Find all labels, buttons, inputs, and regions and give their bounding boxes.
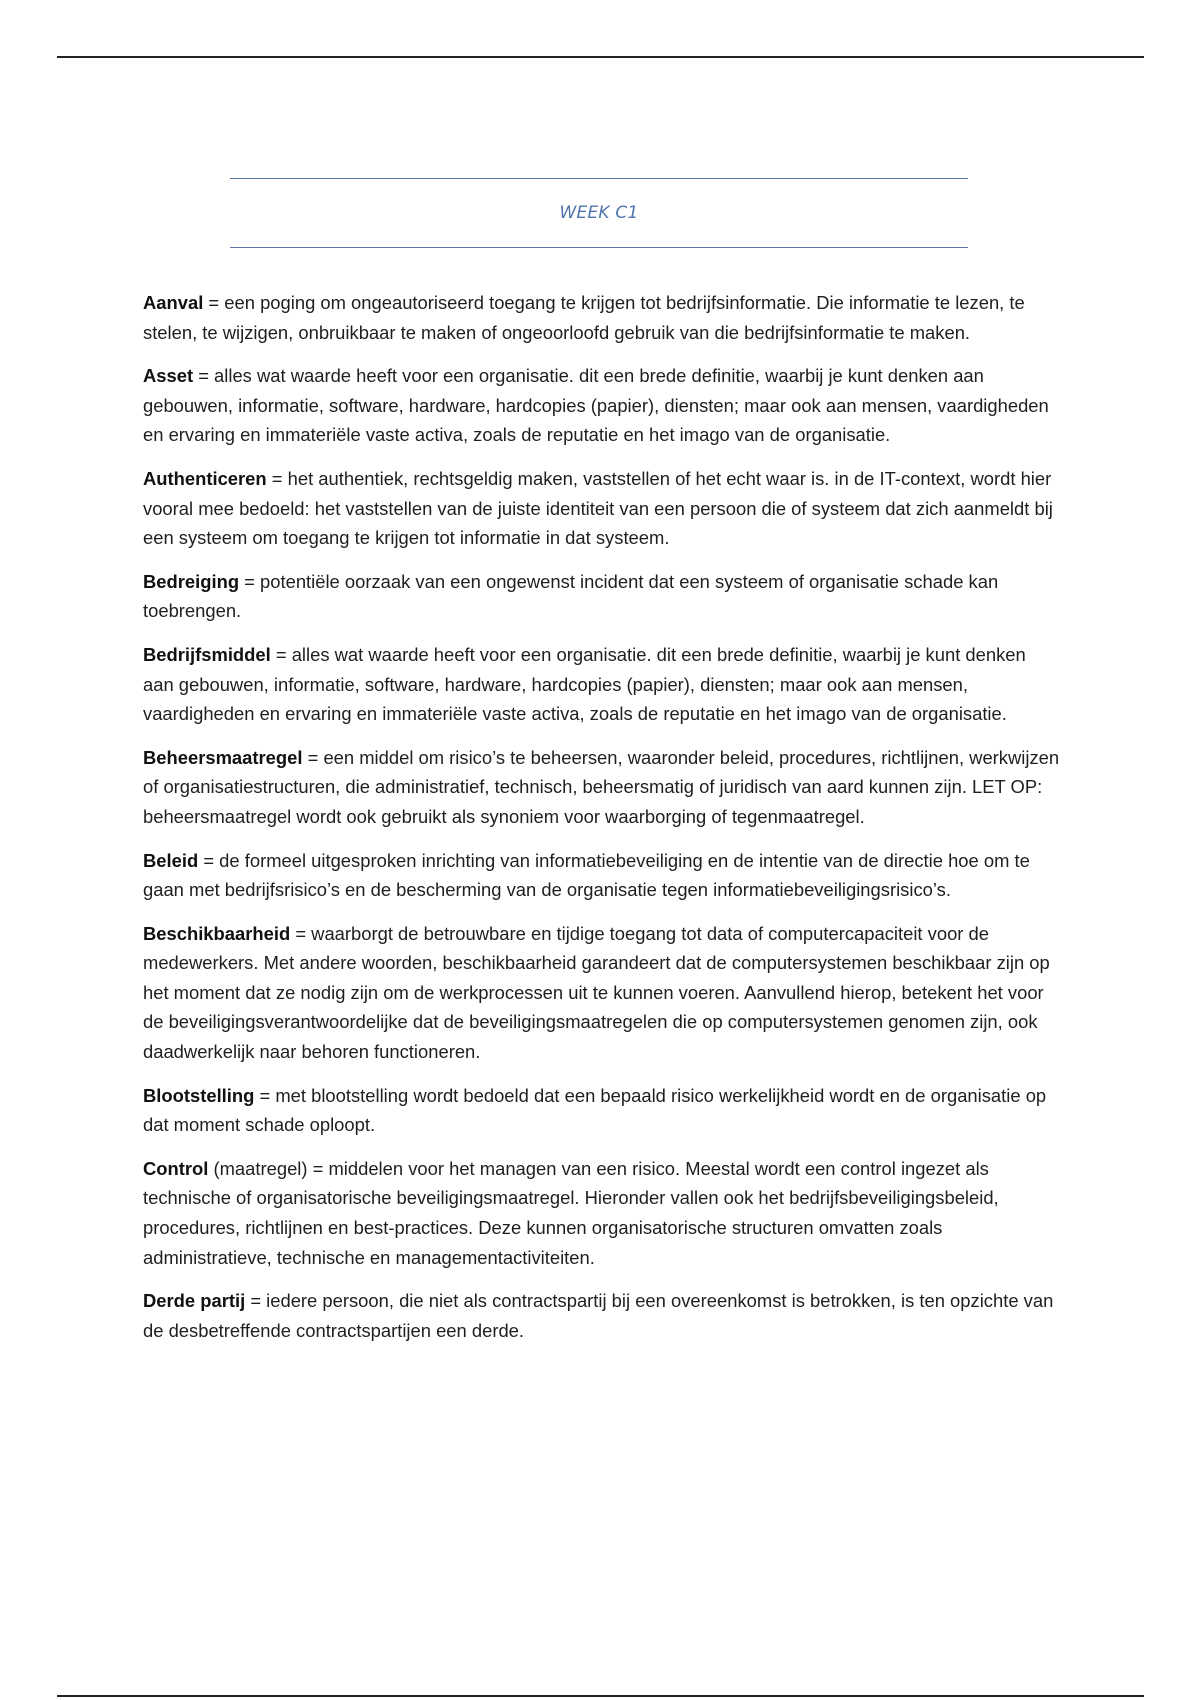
glossary-entry-beleid bbox=[143, 846, 1061, 905]
glossary-term: Bedrijfsmiddel bbox=[143, 643, 271, 665]
glossary-definition: = waarborgt de betrouwbare en tijdige toegang tot data of computercapaciteit voor de medewerkers. Met andere woorden, beschikbaarheid garandeert dat de computersystemen beschikbaar zijn op het moment dat ze nodig zijn om de werkprocessen uit te kunnen voeren. Aanvullend hierop, betekent het voor de beveiligingsverantwoordelijke dat de beveiligingsmaatregelen die op computersystemen genomen zijn, ook daadwerkelijk naar behoren functioneren. bbox=[143, 922, 1050, 1063]
glossary-definition: = een poging om ongeautoriseerd toegang te krijgen tot bedrijfsinformatie. Die informatie te lezen, te stelen, te wijzigen, onbruikbaar te maken of ongeoorloofd gebruik van die bedrijfsinformatie te maken. bbox=[143, 292, 1025, 343]
glossary-entry-beheersmaatregel bbox=[143, 743, 1061, 832]
glossary-entry-bedrijfsmiddel bbox=[143, 640, 1061, 729]
glossary-definition: = een middel om risico’s te beheersen, waaronder beleid, procedures, richtlijnen, werkwijzen of organisatiestructuren, die administratief, technisch, beheersmatig of juridisch van aard kunnen zijn. LET OP: beheersmaatregel wordt ook gebruikt als synoniem voor waarborging of tegenmaatregel. bbox=[143, 746, 1060, 827]
page-bottom-rule bbox=[57, 1695, 1144, 1697]
glossary-definition: = het authentiek, rechtsgeldig maken, vaststellen of het echt waar is. in de IT-context, wordt hier vooral mee bedoeld: het vaststellen van de juiste identiteit van een persoon die of systeem dat zich aanmeldt bij een systeem om toegang te krijgen tot informatie in dat systeem. bbox=[143, 467, 1053, 549]
glossary-entry-authenticeren bbox=[143, 464, 1061, 553]
glossary-definition: = iedere persoon, die niet als contractspartij bij een overeenkomst is betrokken, is ten opzichte van de desbetreffende contractspartijen een derde. bbox=[143, 1290, 1054, 1341]
glossary-term: Beheersmaatregel bbox=[143, 746, 303, 768]
glossary-entry-control bbox=[143, 1154, 1061, 1272]
glossary-entry-derde-partij bbox=[143, 1286, 1061, 1345]
glossary-term: Blootstelling bbox=[143, 1084, 255, 1106]
glossary-definition: = met blootstelling wordt bedoeld dat een bepaald risico werkelijkheid wordt en de organisatie op dat moment schade oploopt. bbox=[143, 1084, 1047, 1136]
glossary-definition: = potentiële oorzaak van een ongewenst incident dat een systeem of organisatie schade kan toebrengen. bbox=[143, 570, 999, 622]
glossary-entry-asset bbox=[143, 361, 1061, 450]
glossary-entry-bedreiging bbox=[143, 567, 1061, 626]
glossary bbox=[143, 288, 1061, 1359]
glossary-entry-blootstelling bbox=[143, 1081, 1061, 1140]
glossary-term: Authenticeren bbox=[143, 467, 267, 489]
glossary-term: Derde partij bbox=[143, 1290, 246, 1312]
glossary-entry-beschikbaarheid bbox=[143, 919, 1061, 1067]
title-bottom-rule bbox=[230, 247, 968, 248]
page-top-rule bbox=[57, 56, 1144, 58]
glossary-term: Beschikbaarheid bbox=[143, 922, 291, 944]
glossary-term: Bedreiging bbox=[143, 570, 240, 592]
glossary-definition: = de formeel uitgesproken inrichting van informatiebeveiliging en de intentie van de directie hoe om te gaan met bedrijfsrisico’s en de bescherming van de organisatie tegen informatiebeveiligingsrisico’s. bbox=[143, 849, 1030, 901]
glossary-definition: (maatregel) = middelen voor het managen van een risico. Meestal wordt een control ingezet als technische of organisatorische beveiligingsmaatregel. Hieronder vallen ook het bedrijfsbeveiligingsbeleid, procedures, richtlijnen en best-practices. Deze kunnen organisatorische structuren omvatten zoals administratieve, technische en managementactiviteiten. bbox=[143, 1157, 999, 1268]
glossary-definition: = alles wat waarde heeft voor een organisatie. dit een brede definitie, waarbij je kunt denken aan gebouwen, informatie, software, hardware, hardcopies (papier), diensten; maar ook aan mensen, vaardigheden en ervaring en immateriële vaste activa, zoals de reputatie en het imago van de organisatie. bbox=[143, 365, 1049, 446]
title-block bbox=[230, 178, 968, 248]
glossary-entry-aanval bbox=[143, 288, 1061, 347]
glossary-term: Beleid bbox=[143, 849, 199, 871]
glossary-term: Control bbox=[143, 1157, 209, 1179]
glossary-term: Asset bbox=[143, 365, 194, 387]
glossary-definition: = alles wat waarde heeft voor een organisatie. dit een brede definitie, waarbij je kunt denken aan gebouwen, informatie, software, hardware, hardcopies (papier), diensten; maar ook aan mensen, vaardigheden en ervaring en immateriële vaste activa, zoals de reputatie en het imago van de organisatie. bbox=[143, 643, 1026, 725]
page-title: WEEK C1 bbox=[559, 203, 639, 223]
glossary-term: Aanval bbox=[143, 292, 204, 313]
